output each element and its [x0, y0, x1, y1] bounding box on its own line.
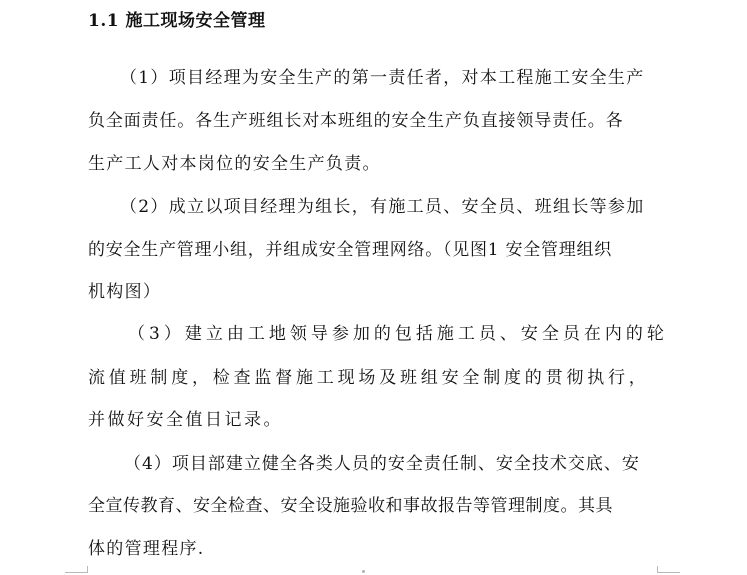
- paragraph-line: 体的管理程序.: [88, 539, 205, 559]
- section-heading: 1.1 施工现场安全管理: [88, 11, 266, 31]
- paragraph-line: （1）项目经理为安全生产的第一责任者，对本工程施工安全生产: [120, 68, 645, 88]
- paragraph-line: （3）建立由工地领导参加的包括施工员、安全员在内的轮: [128, 324, 668, 344]
- margin-corner-mark: [65, 566, 88, 573]
- paragraph-line: 流值班制度，检查监督施工现场及班组安全制度的贯彻执行，: [88, 368, 650, 388]
- paragraph-line: （4）项目部建立健全各类人员的安全责任制、安全技术交底、安: [124, 454, 640, 474]
- paragraph-line: 负全面责任。各生产班组长对本班组的安全生产负直接领导责任。各: [88, 111, 624, 131]
- paragraph-line: 并做好安全值日记录。: [88, 410, 283, 430]
- paragraph-line: 机构图）: [88, 282, 162, 302]
- paragraph-line: 生产工人对本岗位的安全生产负责。: [88, 154, 381, 174]
- paragraph-line: （2）成立以项目经理为组长，有施工员、安全员、班组长等参加: [120, 197, 645, 217]
- paragraph-line: 全宣传教育、安全检查、安全设施验收和事故报告等管理制度。其具: [88, 496, 613, 516]
- page-center-marker: [362, 570, 365, 573]
- paragraph-line: 的安全生产管理小组，并组成安全管理网络。（见图1 安全管理组织: [88, 240, 612, 260]
- margin-corner-mark: [657, 566, 680, 573]
